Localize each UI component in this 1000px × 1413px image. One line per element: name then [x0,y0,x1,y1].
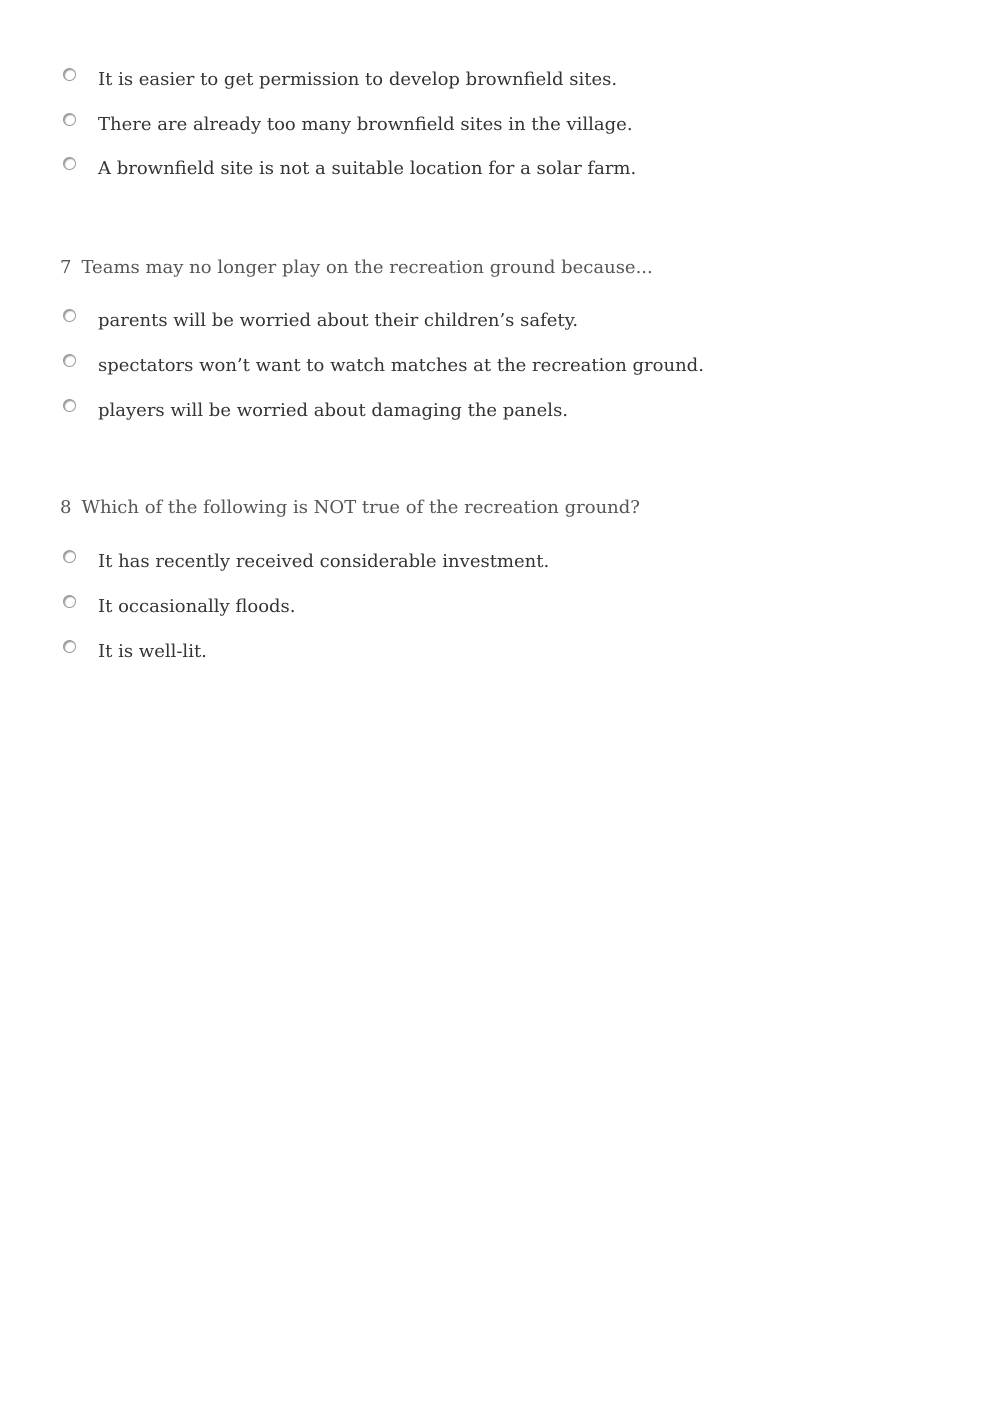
question-7-prompt [60,257,653,278]
option-7-c[interactable] [60,399,860,429]
question-number: 7 [60,257,72,278]
option-8-c[interactable] [60,640,860,670]
option-label: spectators won’t want to watch matches at the recreation ground. [98,355,704,376]
radio-button[interactable] [63,68,76,81]
question-number: 8 [60,497,72,518]
question-text: Teams may no longer play on the recreation ground because... [81,257,653,278]
radio-button[interactable] [63,595,76,608]
radio-button[interactable] [63,113,76,126]
option-8-a[interactable] [60,550,860,580]
radio-button[interactable] [63,640,76,653]
option-6-b[interactable] [60,113,860,143]
option-label: parents will be worried about their children’s safety. [98,310,579,331]
radio-button[interactable] [63,157,76,170]
option-label: players will be worried about damaging the panels. [98,400,569,421]
radio-button[interactable] [63,309,76,322]
option-label: It has recently received considerable investment. [98,551,550,572]
option-8-b[interactable] [60,595,860,625]
question-text: Which of the following is NOT true of the recreation ground? [81,497,640,518]
option-label: It occasionally floods. [98,596,296,617]
question-8-prompt [60,497,640,518]
option-6-c[interactable] [60,157,860,187]
option-label: It is well-lit. [98,641,207,662]
option-7-a[interactable] [60,309,860,339]
radio-button[interactable] [63,354,76,367]
option-6-a[interactable] [60,68,860,98]
option-label: There are already too many brownfield sites in the village. [98,114,633,135]
option-label: A brownfield site is not a suitable location for a solar farm. [98,158,637,179]
option-7-b[interactable] [60,354,860,384]
option-label: It is easier to get permission to develop brownfield sites. [98,69,618,90]
radio-button[interactable] [63,550,76,563]
radio-button[interactable] [63,399,76,412]
